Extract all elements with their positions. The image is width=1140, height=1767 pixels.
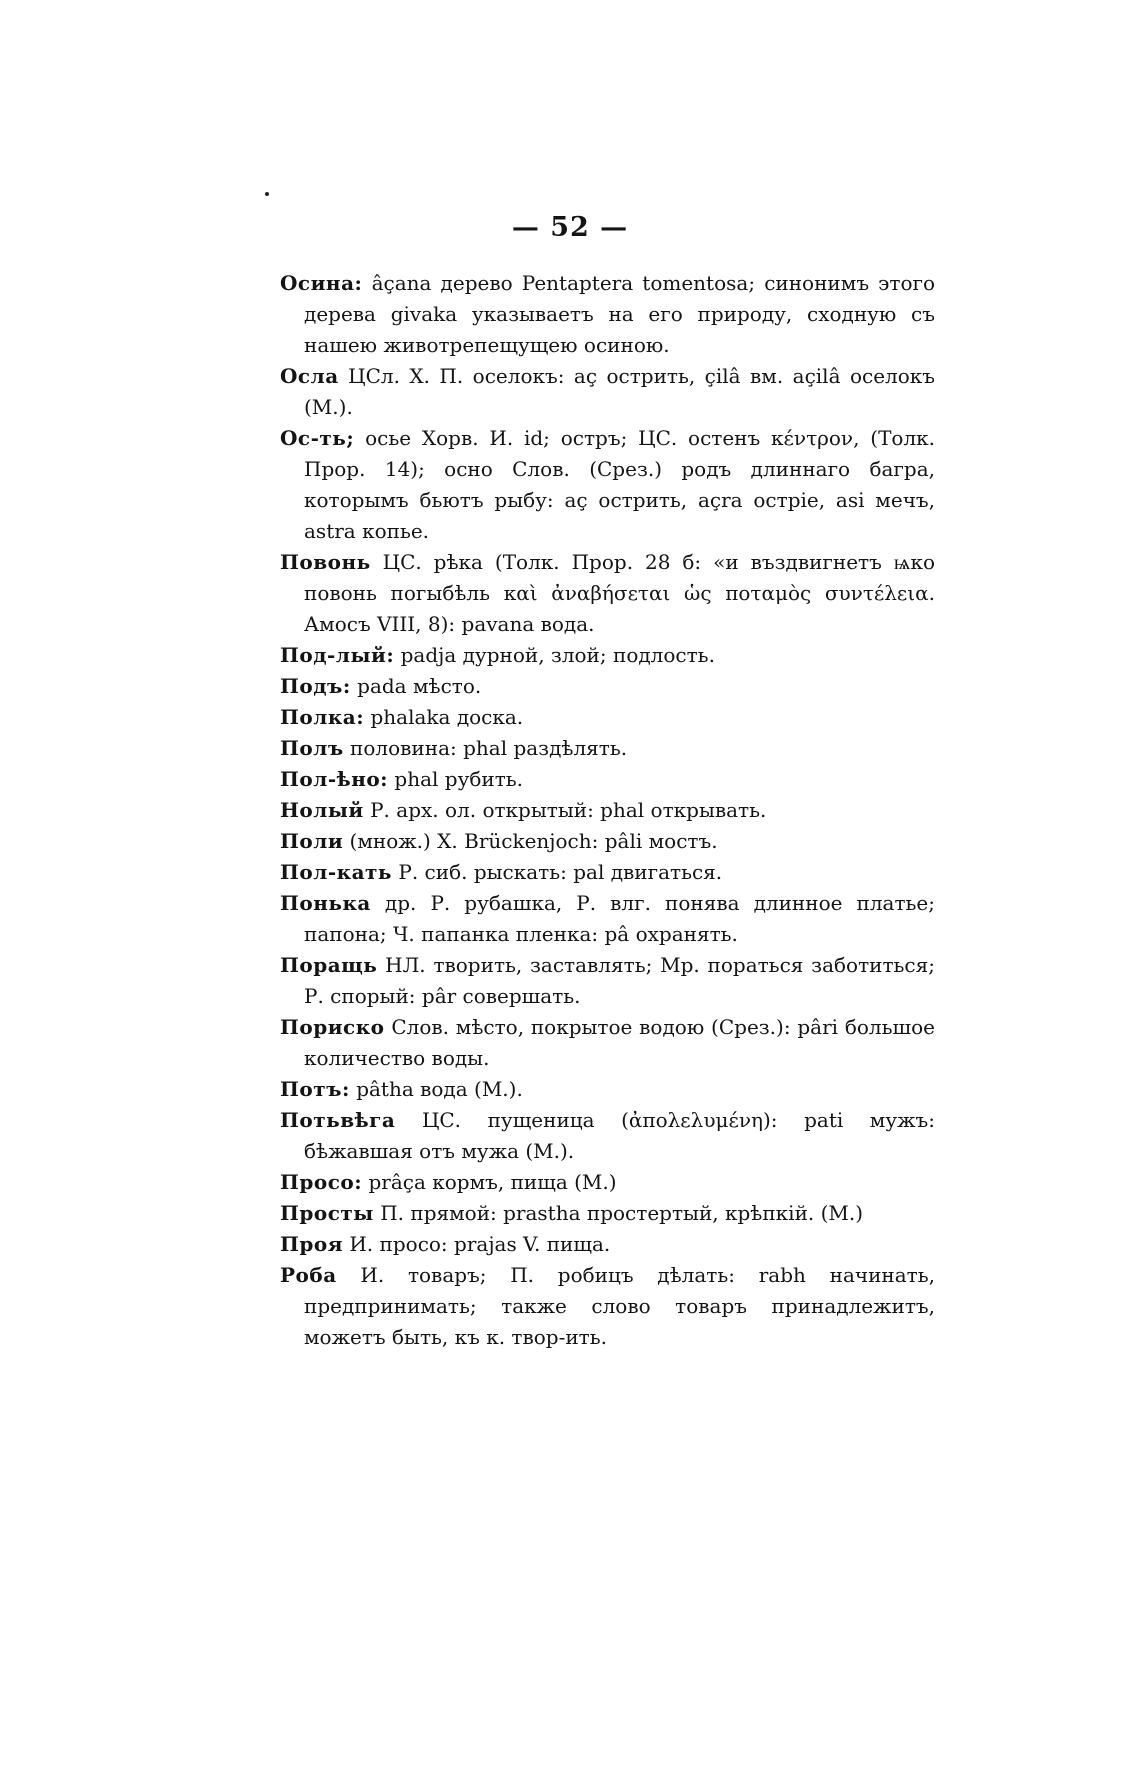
entry-headword: Роба [280,1263,337,1287]
dictionary-entry [280,1167,935,1198]
entry-headword: Повонь [280,550,371,574]
entry-headword: Подъ: [280,674,351,698]
dictionary-entry [280,268,935,361]
dictionary-entry [280,1229,935,1260]
page-number: — 52 — [511,212,629,243]
entry-headword: Пориско [280,1015,385,1039]
dictionary-entry [280,702,935,733]
dictionary-entries [280,268,935,1353]
entry-definition: НЛ. творить, заставлять; Мр. поратьcя заботиться; Р. спорый: pâr совершать. [304,953,935,1008]
entry-definition: pada мѣсто. [357,674,482,698]
entry-definition: П. прямой: prastha простертый, крѣпкiй. (М.) [380,1201,864,1225]
entry-definition: ЦС. пущеница (ἀπολελυμένη): pati мужъ: бѣжавшая отъ мужа (М.). [304,1108,935,1163]
entry-headword: Потьвѣга [280,1108,396,1132]
entry-definition: pâtha вода (М.). [356,1077,523,1101]
entry-headword: Ос-ть; [280,426,355,450]
dictionary-entry [280,888,935,950]
entry-definition: др. Р. рубашка, Р. влг. понява длинное платье; папона; Ч. папанка пленка: pâ охранять. [304,891,935,946]
dictionary-entry [280,826,935,857]
entry-definition: Слов. мѣсто, покрытое водою (Срез.): pâri большое количество воды. [304,1015,935,1070]
entry-headword: Пол-кать [280,860,392,884]
dictionary-entry [280,950,935,1012]
dictionary-entry [280,671,935,702]
dictionary-entry [280,1074,935,1105]
dictionary-entry [280,733,935,764]
entry-headword: Полка: [280,705,365,729]
entry-headword: Просты [280,1201,374,1225]
dictionary-entry [280,857,935,888]
dictionary-entry [280,1198,935,1229]
entry-headword: Потъ: [280,1077,350,1101]
entry-headword: Поращь [280,953,378,977]
dictionary-entry [280,1105,935,1167]
entry-definition: И. товаръ; П. робицъ дѣлать: rabh начинать, предпринимать; также слово товаръ принадлежитъ, можетъ быть, къ к. твор-ить. [304,1263,935,1349]
entry-definition: ЦСл. Х. П. оселокъ: aç острить, çilâ вм. açilâ оселокъ (М.). [304,364,936,419]
entry-definition: Р. арх. ол. открытый: phal открывать. [370,798,767,822]
dictionary-entry [280,764,935,795]
entry-definition: Р. сиб. рыскать: pal двигаться. [398,860,723,884]
dictionary-entry [280,1260,935,1353]
entry-headword: Поли [280,829,344,853]
entry-headword: Нолый [280,798,364,822]
dictionary-entry [280,640,935,671]
entry-headword: Понька [280,891,371,915]
entry-definition: осье Хорв. И. id; остръ; ЦС. остенъ κέντρον, (Толк. Пpoр. 14); осно Слов. (Срез.) родъ длиннаго багра, которымъ бьютъ рыбу: aç острить, açra острie, asi мечъ, astra копье. [304,426,936,543]
entry-definition: prâça кормъ, пища (М.) [368,1170,617,1194]
entry-headword: Пол-ѣно: [280,767,389,791]
entry-definition: phalaka доска. [370,705,524,729]
entry-headword: Осина: [280,271,363,295]
entry-definition: половина: phal раздѣлять. [350,736,628,760]
dictionary-entry [280,423,935,547]
entry-headword: Осла [280,364,339,388]
entry-headword: Под-лый: [280,643,395,667]
entry-headword: Проя [280,1232,343,1256]
dictionary-entry [280,547,935,640]
entry-definition: padja дурной, злой; подлость. [400,643,715,667]
dictionary-entry [280,1012,935,1074]
entry-headword: Полъ [280,736,344,760]
entry-definition: phal рубить. [394,767,524,791]
dictionary-entry [280,361,935,423]
entry-definition: И. просо: prajas V. пища. [349,1232,611,1256]
entry-definition: âçana дерево Pentaptera tomentosa; синонимъ этого дерева givaka указываетъ на его природу, сходную съ нашею животрепещущею осиною. [304,271,936,357]
entry-headword: Просо: [280,1170,363,1194]
stray-mark [265,192,269,196]
dictionary-entry [280,795,935,826]
entry-definition: (множ.) Х. Brückenjoch: pâli мостъ. [349,829,718,853]
entry-definition: ЦС. рѣка (Толк. Пpoр. 28 б: «и въздвигнетъ ѩко повонь погыбѣль καὶ ἀναβήσεται ὡς ποταμὸς συντέλεια. Амосъ VIII, 8): pavana вода. [304,550,936,636]
